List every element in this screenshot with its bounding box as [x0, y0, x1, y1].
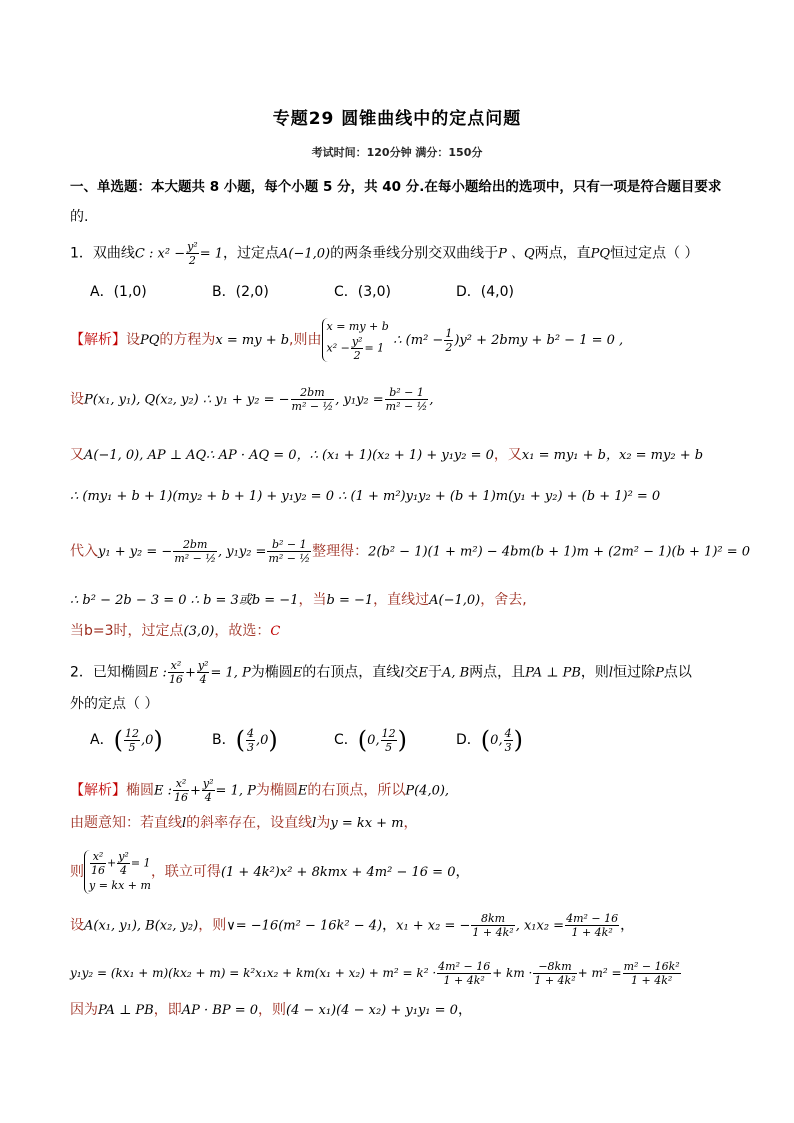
option-a[interactable]: A．( $\frac{12}{5}$ ,0) — [90, 726, 163, 754]
section-heading-cont: 的. — [70, 209, 89, 225]
option-b[interactable]: B．(2,0) — [212, 284, 269, 300]
q1-solution-line-1: 【解析】设PQ的方程为x = my + b,则由 x = my + b x² − $\frac{\text{y²}}{2}$ = 1 ∴ (m² − $\frac{1}{2}$ )y² + 2bmy + b² − 1 = 0 , — [70, 320, 624, 362]
q1-solution-line-7: 当b=3时，过定点(3,0)，故选：C — [70, 623, 281, 639]
option-c[interactable]: C．(0, $\frac{12}{5}$ ) — [334, 726, 407, 754]
q1-solution-line-4: ∴ (my₁ + b + 1)(my₂ + b + 1) + y₁y₂ = 0 ∴ (1 + m²)y₁y₂ + (b + 1)m(y₁ + y₂) + (b + 1)² = 0 — [70, 489, 661, 504]
option-b[interactable]: B．( $\frac{4}{3}$ ,0) — [212, 726, 278, 754]
option-d[interactable]: D．(0, $\frac{4}{3}$ ) — [456, 726, 523, 754]
q1-solution-line-5: 代入y₁ + y₂ = − $\frac{2bm}{\text{m² − ½}}$ , y₁y₂ = $\frac{\text{b² − 1}}{\text{m² − ½}}$ 整理得：2(b² − 1)(1 + m²) − 4bm(b + 1)m + (2m² − 1)(b + 1)² = 0 — [70, 538, 751, 565]
q1-solution-line-2: 设P(x₁, y₁), Q(x₂, y₂) ∴ y₁ + y₂ = − $\frac{2bm}{\text{m² − ½}}$ , y₁y₂ = $\frac{\text{b² − 1}}{\text{m² − ½}}$ , — [70, 386, 434, 413]
equation-system: $\frac{\text{x²}}{16}$ + $\frac{\text{y²}}{4}$ = 1 y = kx + m — [84, 850, 151, 894]
q1-solution-line-6: ∴ b² − 2b − 3 = 0 ∴ b = 3或b = −1，当b = −1，直线过A(−1,0)，舍去, — [70, 592, 527, 608]
page-title: 专题29 圆锥曲线中的定点问题 — [272, 109, 522, 129]
fraction: $\frac{\text{y²}}{2}$ — [187, 240, 198, 267]
q2-solution-line-4: 设A(x₁, y₁), B(x₂, y₂)，则∨= −16(m² − 16k² − 4)，x₁ + x₂ = − $\frac{8km}{\text{1 + 4k²}}$ , x₁x₂ = $\frac{\text{4m² − 16}}{\text{1 + 4k²}}$ ， — [70, 912, 635, 939]
solution-tag: 【解析】 — [70, 332, 126, 348]
question-1: 1．双曲线C : x² − $\frac{\text{y²}}{2}$ = 1，过定点A(−1,0)的两条垂线分别交双曲线于P 、Q两点，直PQ恒过定点（ ） — [70, 240, 699, 267]
q2-solution-line-5: y₁y₂ = (kx₁ + m)(kx₂ + m) = k²x₁x₂ + km(x₁ + x₂) + m² = k² · $\frac{\text{4m² − 16}}{\text{1 + 4k²}}$ + km · $\frac{-8km}{\text{1 + 4k²}}$ + m² = $\frac{\text{m² − 16k²}}{\text{1 + 4k²}}$ — [70, 960, 680, 987]
q2-solution-line-6: 因为PA ⊥ PB，即AP · BP = 0，则(4 − x₁)(4 − x₂) + y₁y₁ = 0， — [70, 1002, 472, 1018]
option-d[interactable]: D．(4,0) — [456, 284, 514, 300]
option-c[interactable]: C．(3,0) — [334, 284, 391, 300]
question-1-options — [90, 282, 578, 302]
q2-solution-line-3: 则 $\frac{\text{x²}}{16}$ + $\frac{\text{y²}}{4}$ = 1 y = kx + m ，联立可得(1 + 4k²)x² + 8kmx + 4m² − 16 = 0， — [70, 850, 470, 892]
equation-system: x = my + b x² − $\frac{\text{y²}}{2}$ = 1 — [322, 318, 389, 362]
q2-solution-line-1: 【解析】椭圆E : $\frac{\text{x²}}{16}$ + $\frac{\text{y²}}{4}$ = 1, P为椭圆E的右顶点，所以P(4,0), — [70, 777, 450, 804]
option-a[interactable]: A．(1,0) — [90, 284, 147, 300]
section-heading: 一、单选题：本大题共 8 小题，每个小题 5 分，共 40 分.在每小题给出的选项中，只有一项是符合题目要求 — [70, 179, 722, 195]
exam-info: 考试时间：120分钟 满分：150分 — [311, 146, 483, 159]
question-2-options — [90, 726, 578, 754]
solution-tag: 【解析】 — [70, 782, 126, 799]
q1-solution-line-3: 又A(−1, 0), AP ⊥ AQ∴ AP · AQ = 0，∴ (x₁ + 1)(x₂ + 1) + y₁y₂ = 0，又x₁ = my₁ + b，x₂ = my₂ + b — [70, 447, 704, 463]
question-2: 2．已知椭圆E : $\frac{\text{x²}}{16}$ + $\frac{\text{y²}}{4}$ = 1, P为椭圆E的右顶点，直线l交E于A, B两点，且PA ⊥ PB，则l恒过除P点以 — [70, 659, 692, 686]
question-2-cont: 外的定点（ ） — [70, 696, 159, 712]
q2-solution-line-2: 由题意知：若直线l的斜率存在，设直线l为y = kx + m， — [70, 815, 418, 831]
